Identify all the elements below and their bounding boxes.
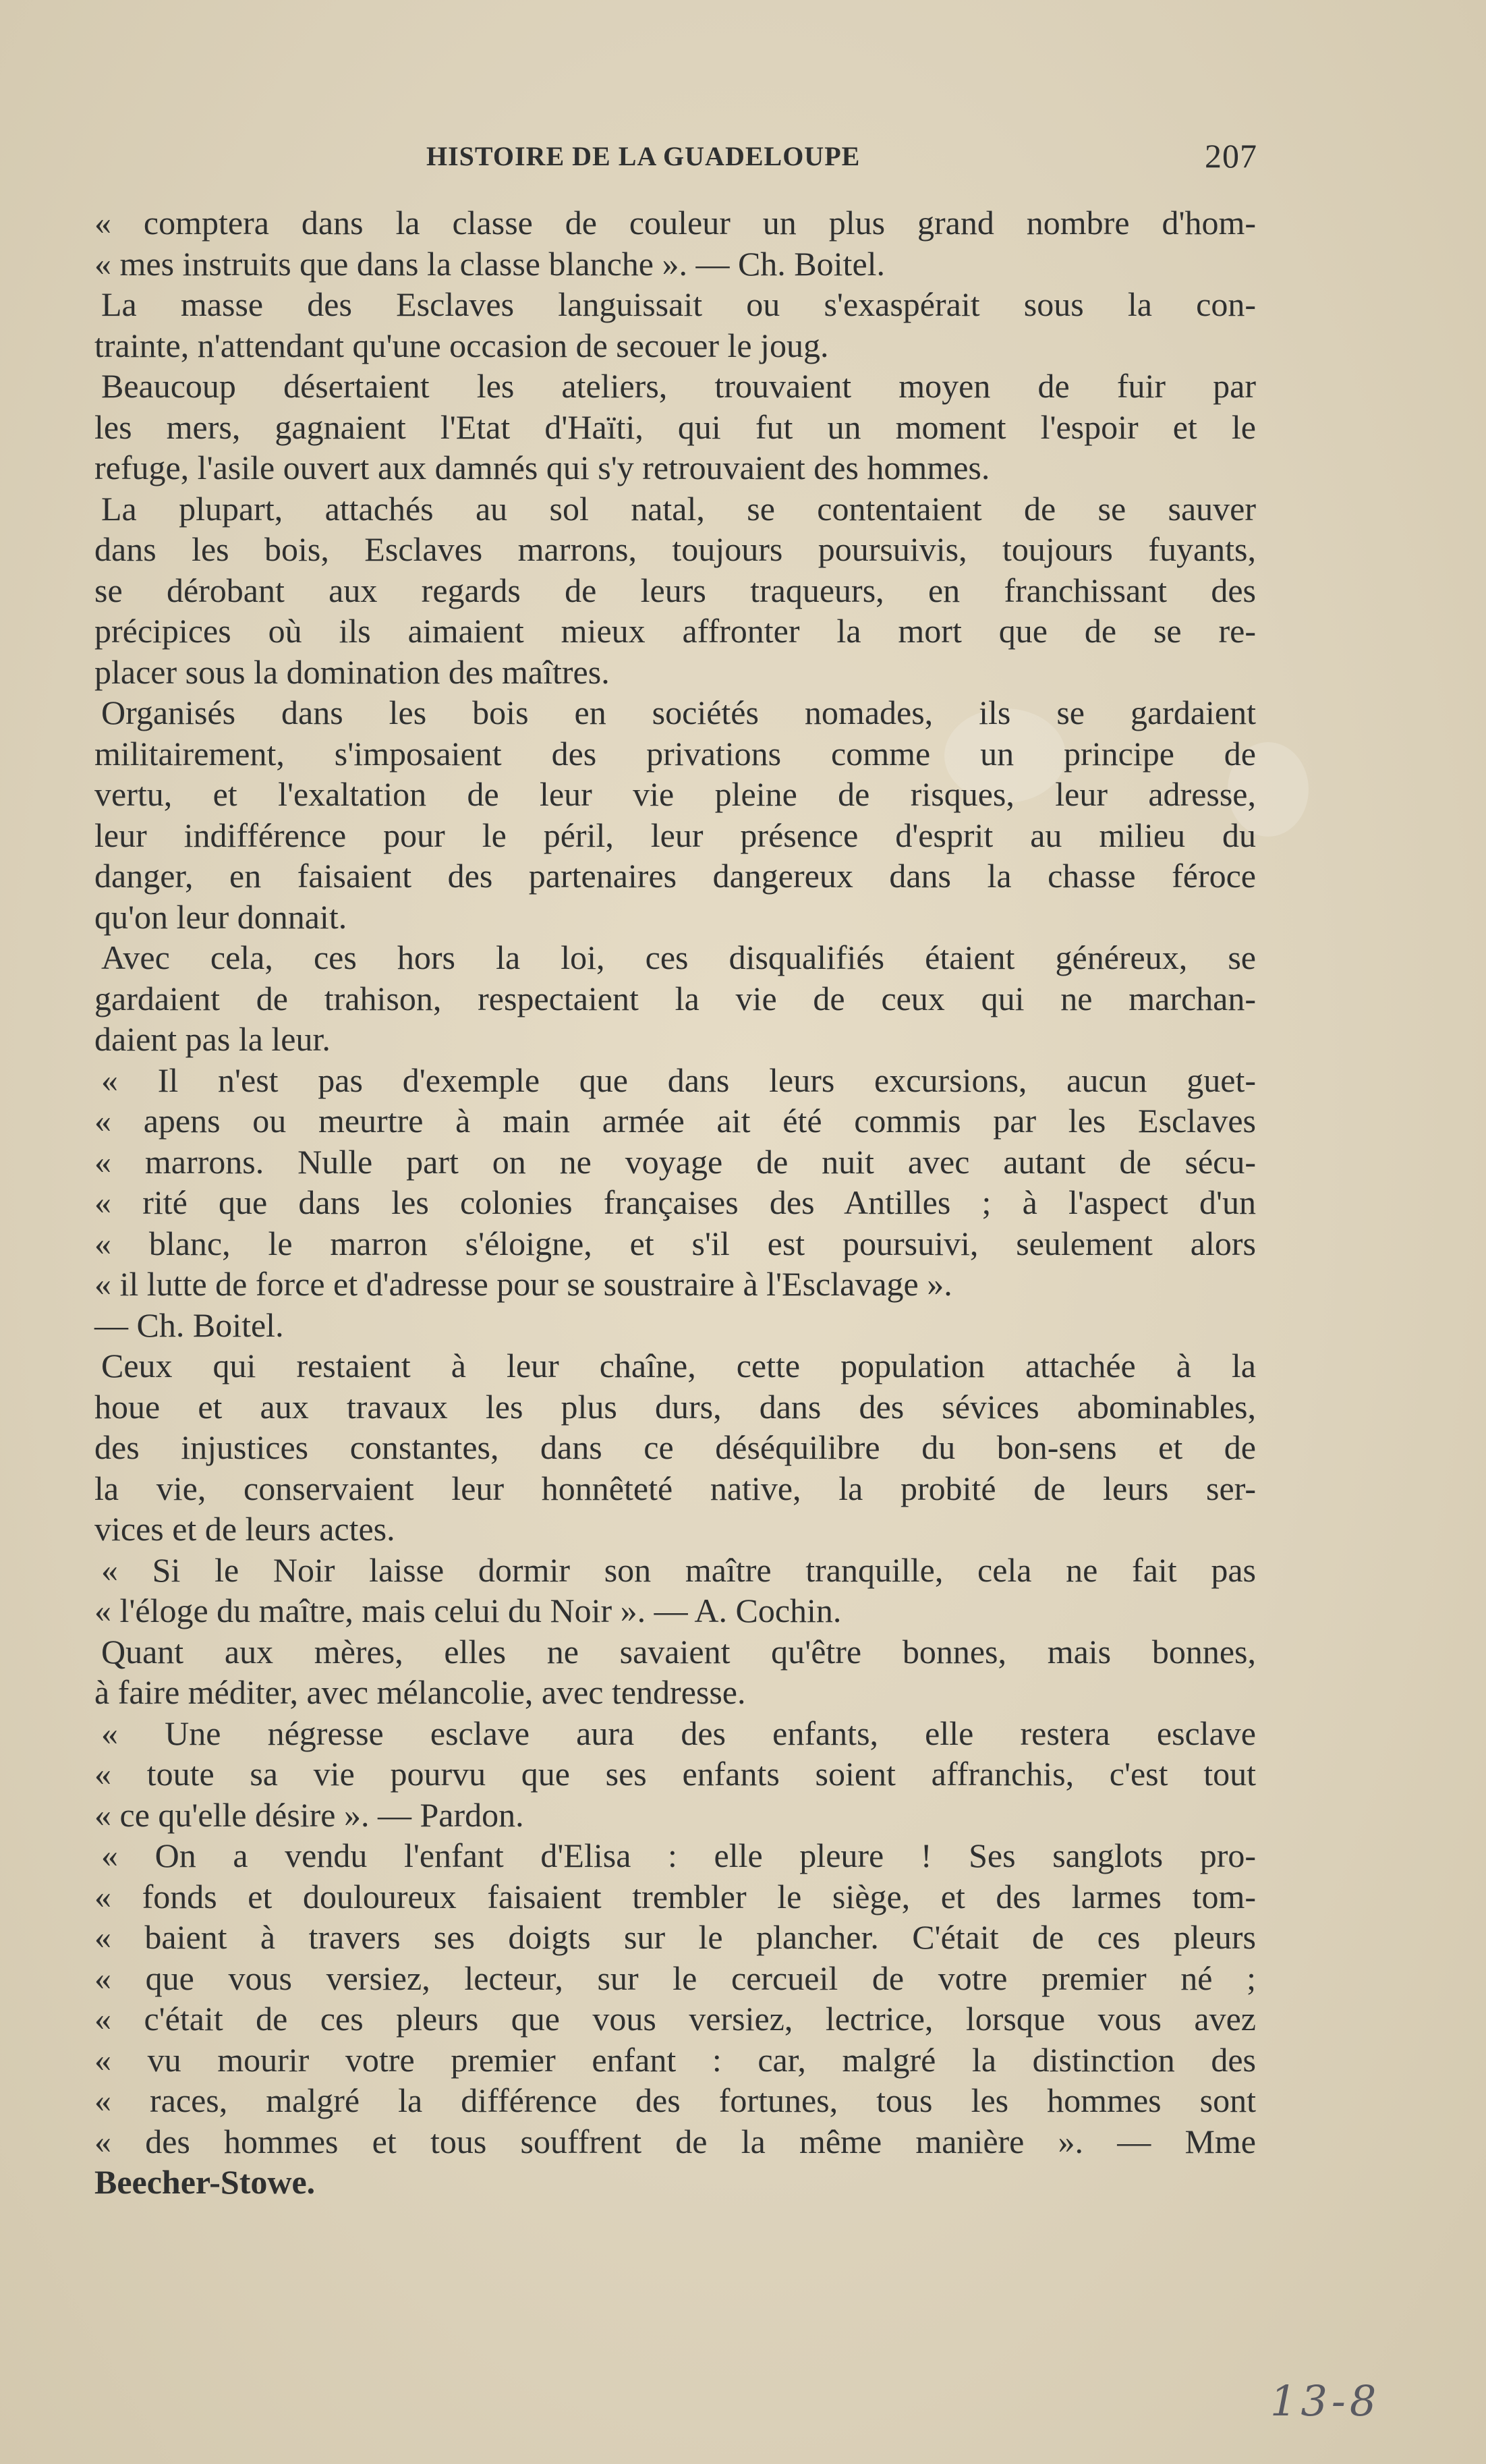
text-line: La plupart, attachés au sol natal, se contentaient de se sauver (101, 489, 1256, 528)
text-line: « baient à travers ses doigts sur le plancher. C'était de ces pleurs (94, 1918, 1256, 1956)
text-line: « Si le Noir laisse dormir son maître tranquille, cela ne fait pas (101, 1550, 1256, 1589)
text-line: « mes instruits que dans la classe blanche ». — Ch. Boitel. (94, 244, 886, 283)
text-line: leur indifférence pour le péril, leur présence d'esprit au milieu du (94, 816, 1256, 854)
text-line: daient pas la leur. (94, 1020, 331, 1058)
text-line: gardaient de trahison, respectaient la vie de ceux qui ne marchan- (94, 979, 1256, 1017)
text-line: vices et de leurs actes. (94, 1510, 395, 1548)
text-line: « que vous versiez, lecteur, sur le cercueil de votre premier né ; (94, 1959, 1256, 1997)
text-line: Quant aux mères, elles ne savaient qu'être bonnes, mais bonnes, (101, 1632, 1256, 1671)
text-line: Beaucoup désertaient les ateliers, trouvaient moyen de fuir par (101, 367, 1256, 405)
text-line: « marrons. Nulle part on ne voyage de nuit avec autant de sécu- (94, 1142, 1256, 1181)
text-line: « l'éloge du maître, mais celui du Noir ». — A. Cochin. (94, 1592, 842, 1629)
text-line: militairement, s'imposaient des privations comme un principe de (94, 734, 1256, 773)
text-line: la vie, conservaient leur honnêteté native, la probité de leurs ser- (94, 1469, 1256, 1507)
text-line: se dérobant aux regards de leurs traqueurs, en franchissant des (94, 571, 1256, 609)
text-line: « il lutte de force et d'adresse pour se soustraire à l'Esclavage ». (94, 1265, 952, 1303)
text-line: trainte, n'attendant qu'une occasion de secouer le joug. (94, 326, 829, 364)
text-line: Ceux qui restaient à leur chaîne, cette population attachée à la (101, 1347, 1256, 1384)
text-line: « apens ou meurtre à main armée ait été commis par les Esclaves (94, 1102, 1256, 1140)
text-line: vertu, et l'exaltation de leur vie pleine de risques, leur adresse, (94, 775, 1256, 813)
text-line: « races, malgré la différence des fortunes, tous les hommes sont (94, 2081, 1256, 2119)
text-line: La masse des Esclaves languissait ou s'exaspérait sous la con- (101, 285, 1256, 323)
text-line: refuge, l'asile ouvert aux damnés qui s'y retrouvaient des hommes. (94, 449, 990, 486)
text-line: des injustices constantes, dans ce déséquilibre du bon-sens et de (94, 1428, 1256, 1466)
text-line: qu'on leur donnait. (94, 897, 347, 936)
text-line: Beecher-Stowe. (94, 2163, 316, 2201)
text-line: les mers, gagnaient l'Etat d'Haïti, qui fut un moment l'espoir et le (94, 408, 1256, 446)
text-line: « vu mourir votre premier enfant : car, malgré la distinction des (94, 2040, 1256, 2079)
text-line: — Ch. Boitel. (94, 1306, 284, 1344)
text-line: « fonds et douloureux faisaient trembler le siège, et des larmes tom- (94, 1877, 1256, 1915)
text-line: « des hommes et tous souffrent de la même manière ». — Mme (94, 2122, 1256, 2160)
body-text (94, 202, 1256, 2203)
page-number: 207 (1205, 137, 1257, 175)
text-line: dans les bois, Esclaves marrons, toujours poursuivis, toujours fuyants, (94, 530, 1256, 568)
text-line: précipices où ils aimaient mieux affronter la mort que de se re- (94, 612, 1256, 650)
text-line: « toute sa vie pourvu que ses enfants soient affranchis, c'est tout (94, 1755, 1256, 1793)
text-line: à faire méditer, avec mélancolie, avec tendresse. (94, 1673, 746, 1711)
text-line: « Il n'est pas d'exemple que dans leurs excursions, aucun guet- (101, 1061, 1256, 1099)
text-line: « c'était de ces pleurs que vous versiez, lectrice, lorsque vous avez (94, 2000, 1256, 2038)
text-line: « comptera dans la classe de couleur un plus grand nombre d'hom- (94, 204, 1256, 242)
text-line: « Une négresse esclave aura des enfants, elle restera esclave (101, 1714, 1256, 1752)
text-line: « blanc, le marron s'éloigne, et s'il est poursuivi, seulement alors (94, 1224, 1256, 1262)
running-title: HISTOIRE DE LA GUADELOUPE (426, 141, 861, 171)
handwritten-catalog-mark: 13-8 (1270, 2376, 1381, 2426)
text-line: Organisés dans les bois en sociétés nomades, ils se gardaient (101, 694, 1256, 731)
text-line: houe et aux travaux les plus durs, dans des sévices abominables, (94, 1387, 1256, 1426)
text-line: danger, en faisaient des partenaires dangereux dans la chasse féroce (94, 857, 1256, 895)
text-line: « On a vendu l'enfant d'Elisa : elle pleure ! Ses sanglots pro- (101, 1837, 1256, 1874)
text-line: « rité que dans les colonies françaises des Antilles ; à l'aspect d'un (94, 1183, 1256, 1221)
text-line: Avec cela, ces hors la loi, ces disqualifiés étaient généreux, se (101, 939, 1256, 976)
text-line: « ce qu'elle désire ». — Pardon. (94, 1795, 524, 1834)
page-header (426, 137, 1257, 181)
text-line: placer sous la domination des maîtres. (94, 652, 610, 691)
